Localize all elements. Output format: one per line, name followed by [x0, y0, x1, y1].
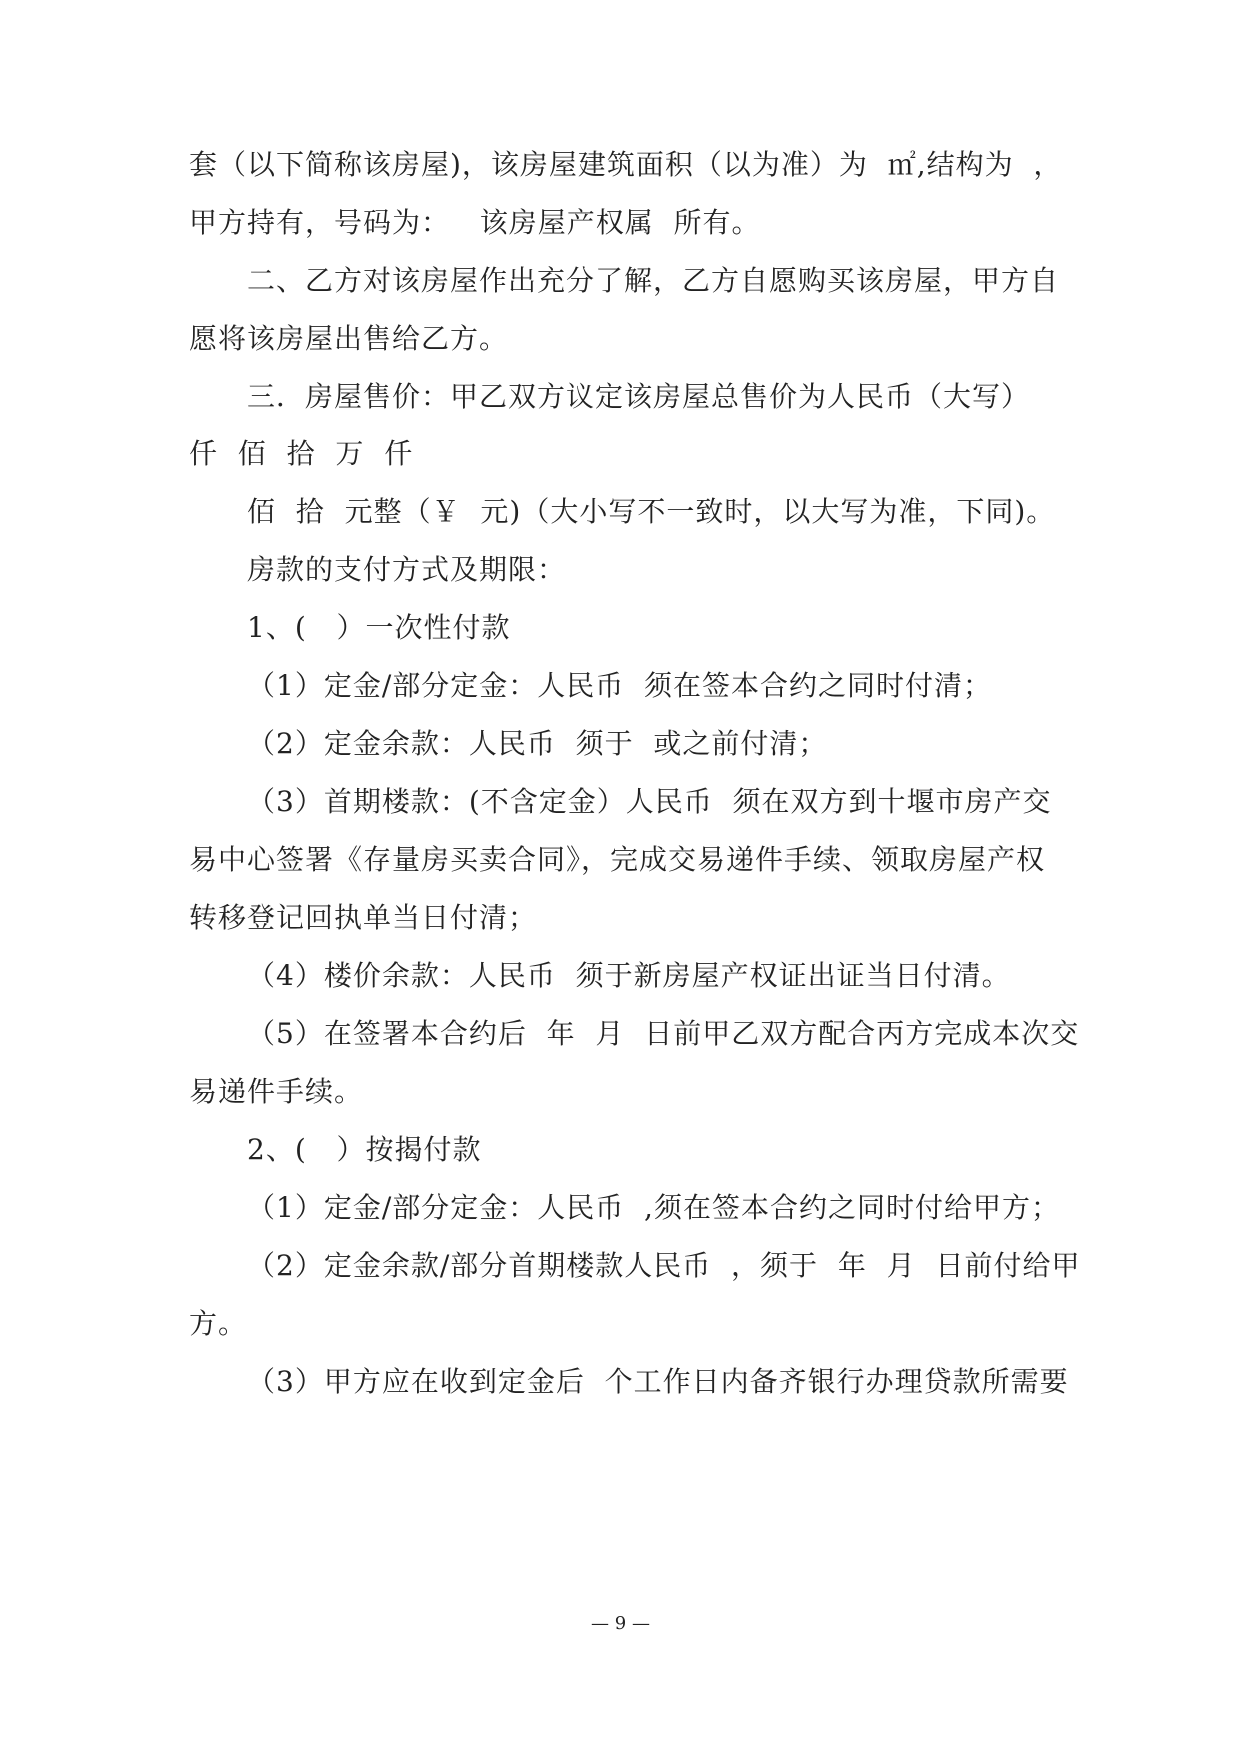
page-number: — 9 — [591, 1613, 650, 1634]
text-line: （3）首期楼款：(不含定金）人民币 须在双方到十堰市房产交 [247, 785, 1052, 818]
text-line: 方。 [189, 1307, 248, 1340]
text-line: （1）定金/部分定金：人民币 ,须在签本合约之同时付给甲方； [247, 1191, 1060, 1224]
text-line: 1、( ）一次性付款 [247, 611, 511, 644]
text-line: （2）定金余款：人民币 须于 或之前付清； [247, 727, 828, 760]
text-line: （1）定金/部分定金：人民币 须在签本合约之同时付清； [247, 669, 993, 702]
text-line: 佰 拾 元整（￥ 元)（大小写不一致时，以大写为准，下同)。 [247, 495, 1056, 528]
text-line: 二、乙方对该房屋作出充分了解，乙方自愿购买该房屋，甲方自 [247, 264, 1060, 297]
text-line: （5）在签署本合约后 年 月 日前甲乙双方配合丙方完成本次交 [247, 1017, 1080, 1050]
text-line: 愿将该房屋出售给乙方。 [189, 322, 509, 355]
text-line: 套（以下简称该房屋)，该房屋建筑面积（以为准）为 ㎡,结构为 ， [189, 148, 1063, 181]
text-line: 房款的支付方式及期限： [247, 553, 567, 586]
text-line: 甲方持有，号码为： 该房屋产权属 所有。 [189, 206, 761, 239]
text-line: 易递件手续。 [189, 1075, 364, 1108]
text-line: （2）定金余款/部分首期楼款人民币 ，须于 年 月 日前付给甲 [247, 1249, 1081, 1282]
text-line: （4）楼价余款：人民币 须于新房屋产权证出证当日付清。 [247, 959, 1011, 992]
text-line: 易中心签署《存量房买卖合同》，完成交易递件手续、领取房屋产权 [189, 843, 1046, 876]
text-line: 仟 佰 拾 万 仟 [189, 437, 414, 470]
text-line: 转移登记回执单当日付清； [189, 901, 538, 934]
text-line: （3）甲方应在收到定金后 个工作日内备齐银行办理贷款所需要 [247, 1365, 1069, 1398]
text-line: 2、( ）按揭付款 [247, 1133, 482, 1166]
text-line: 三．房屋售价：甲乙双方议定该房屋总售价为人民币（大写） [247, 380, 1031, 413]
